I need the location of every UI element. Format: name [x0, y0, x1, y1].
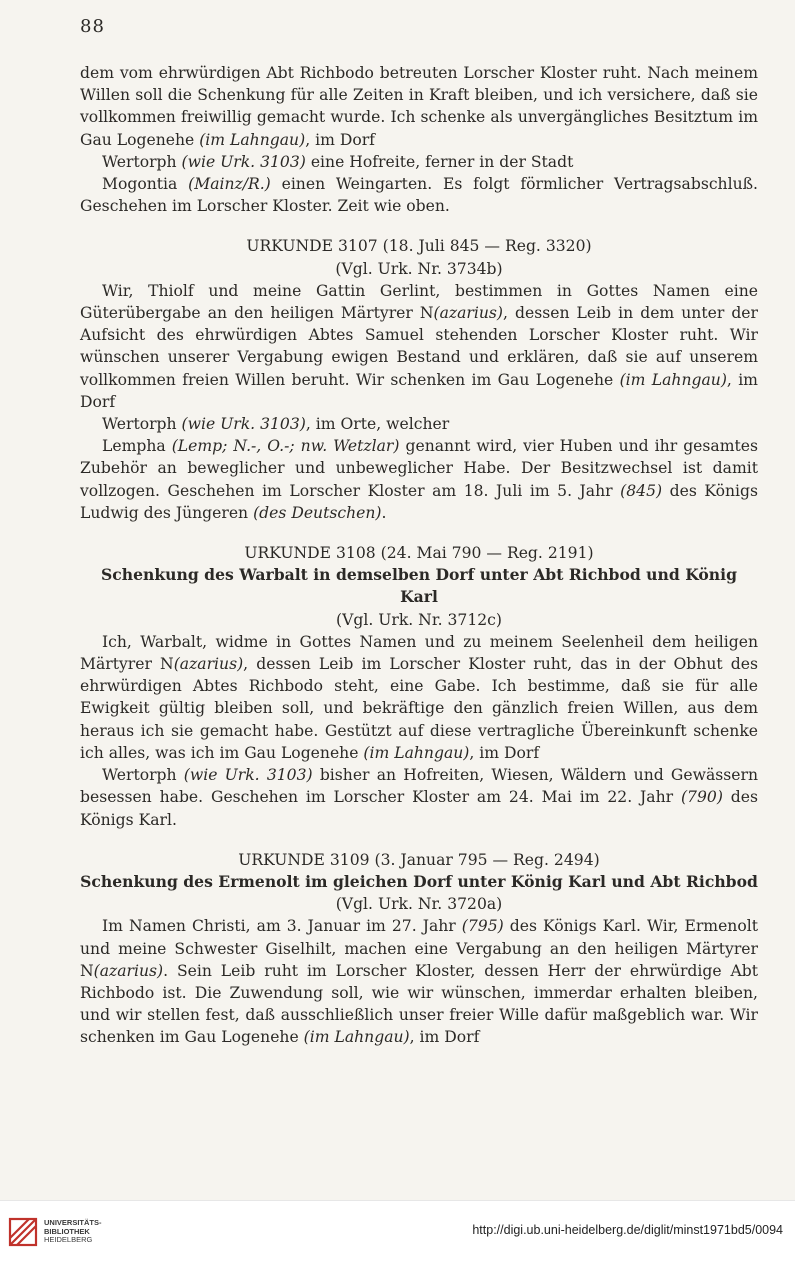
text: dem vom ehrwürdigen Abt Richbodo betreuten Lorscher Kloster ruht. Nach meinem Willen soll die Schenkung für alle Zeiten in Kraft bleiben, und ich versichere, daß sie vollkommen freiwillig gemacht wurde. Ich schenke als unvergängliches Besitztum im Gau Logenehe — [80, 64, 758, 149]
text: Wertorph — [102, 152, 182, 171]
italic-text: (790) — [680, 788, 723, 807]
document-title: Schenkung des Ermenolt im gleichen Dorf unter König Karl und Abt Richbod — [80, 871, 758, 891]
italic-text: (wie Urk. 3103) — [181, 152, 306, 171]
document-heading: URKUNDE 3107 (18. Juli 845 — Reg. 3320) — [246, 237, 592, 256]
italic-text: (azarius) — [93, 961, 164, 980]
text: Mogontia — [102, 175, 189, 194]
logo-line: UNIVERSITÄTS- — [44, 1218, 102, 1227]
document-heading: URKUNDE 3109 (3. Januar 795 — Reg. 2494) — [238, 850, 600, 869]
italic-text: (im Lahngau) — [303, 1028, 410, 1047]
text: , im Orte, welcher — [305, 415, 450, 434]
paragraph — [80, 413, 758, 435]
italic-text: (845) — [620, 481, 663, 500]
italic-text: (im Lahngau) — [363, 743, 470, 762]
document-body — [80, 62, 758, 1049]
page-number: 88 — [80, 16, 105, 37]
text: genannt wird, vier Huben und ihr gesamtes Zubehör an beweglicher und unbeweglicher Habe. Der Besitzwechsel ist damit vollzogen. Geschehen im Lorscher Kloster am 18. Juli im 5. Jahr — [80, 437, 758, 500]
text: einen Weingarten. Es folgt förmlicher Vertragsabschluß. Geschehen im Lorscher Kloster. Zeit wie oben. — [80, 175, 759, 216]
italic-text: (wie Urk. 3103) — [183, 766, 313, 785]
text: Wir, Thiolf und meine Gattin Gerlint, bestimmen in Gottes Namen eine Güterübergabe an den heiligen Märtyrer N — [80, 281, 758, 323]
paragraph — [80, 915, 758, 1048]
library-logo-icon[interactable] — [8, 1217, 38, 1247]
document-heading: URKUNDE 3108 (24. Mai 790 — Reg. 2191) — [244, 544, 594, 563]
viewer-footer — [0, 1200, 795, 1263]
paragraph — [80, 631, 758, 764]
text: . — [381, 503, 387, 522]
text: Lempha — [102, 437, 172, 456]
text: des Königs Karl. Wir, Ermenolt und meine Schwester Giselhilt, machen eine Vergabung an den heiligen Märtyrer N — [80, 917, 758, 980]
text: , im Dorf — [80, 370, 758, 411]
text: Im Namen Christi, am 3. Januar im 27. Jahr — [102, 917, 462, 936]
document-title: Schenkung des Warbalt in demselben Dorf unter Abt Richbod und König Karl — [101, 565, 737, 607]
italic-text: (795) — [461, 917, 504, 936]
paragraph — [80, 62, 758, 151]
text: Wertorph — [102, 766, 184, 785]
logo-line: HEIDELBERG — [44, 1235, 93, 1244]
paragraph — [80, 435, 758, 524]
paragraph — [80, 151, 758, 173]
text: . Sein Leib ruht im Lorscher Kloster, dessen Herr der ehrwürdige Abt Richbodo ist. Die Zuwendung soll, wie wir wünschen, immerdar erhalten bleiben, und wir stellen fest, daß ausschließlich unser freier Wille dafür maßgeblich war. Wir schenken im Gau Logenehe — [80, 961, 758, 1047]
text: Wertorph — [102, 415, 182, 434]
paragraph — [80, 764, 758, 831]
text: bisher an Hofreiten, Wiesen, Wäldern und Gewässern besessen habe. Geschehen im Lorscher Kloster am 24. Mai im 22. Jahr — [80, 766, 758, 807]
document-reference: (Vgl. Urk. Nr. 3734b) — [335, 259, 503, 278]
text: , im Dorf — [469, 743, 540, 762]
italic-text: (im Lahngau) — [619, 370, 727, 389]
text: des Königs Ludwig des Jüngeren — [80, 481, 758, 522]
italic-text: (azarius) — [433, 304, 503, 323]
permalink-url[interactable]: http://digi.ub.uni-heidelberg.de/diglit/minst1971bd5/0094 — [472, 1223, 783, 1237]
italic-text: (wie Urk. 3103) — [181, 415, 306, 434]
italic-text: (Lemp; N.-, O.-; nw. Wetzlar) — [171, 437, 400, 456]
italic-text: (Mainz/R.) — [188, 175, 271, 194]
text: Ich, Warbalt, widme in Gottes Namen und zu meinem Seelenheil dem heiligen Märtyrer N — [80, 632, 758, 674]
paragraph — [80, 173, 758, 217]
text: eine Hofreite, ferner in der Stadt — [305, 152, 574, 171]
text: , dessen Leib im Lorscher Kloster ruht, das in der Obhut des ehrwürdigen Abtes Richbodo steht, eine Gabe. Ich bestimme, daß sie für alle Ewigkeit gültig bleiben soll, und bekräftige den gänzlich freien Willen, aus dem heraus ich sie gemacht habe. Gestützt auf diese vertragliche Übereinkunft schenke ich alles, was ich im Gau Logenehe — [80, 655, 758, 762]
italic-text: (azarius) — [173, 655, 244, 674]
text: , im Dorf — [409, 1028, 480, 1047]
document-reference: (Vgl. Urk. Nr. 3712c) — [336, 610, 502, 629]
paragraph — [80, 280, 758, 413]
text: , im Dorf — [305, 130, 375, 149]
italic-text: (des Deutschen) — [253, 503, 382, 522]
document-reference: (Vgl. Urk. Nr. 3720a) — [335, 895, 503, 914]
italic-text: (im Lahngau) — [199, 130, 306, 149]
text: , dessen Leib in dem unter der Aufsicht des ehrwürdigen Abtes Samuel stehenden Lorscher Kloster ruht. Wir wünschen unserer Vergabung ewigen Bestand und erklären, daß sie auf unserem vollkommen freien Willen beruht. Wir schenken im Gau Logenehe — [80, 304, 758, 389]
library-logo-text — [44, 1219, 102, 1245]
logo-line: BIBLIOTHEK — [44, 1226, 90, 1236]
text: des Königs Karl. — [80, 788, 759, 829]
